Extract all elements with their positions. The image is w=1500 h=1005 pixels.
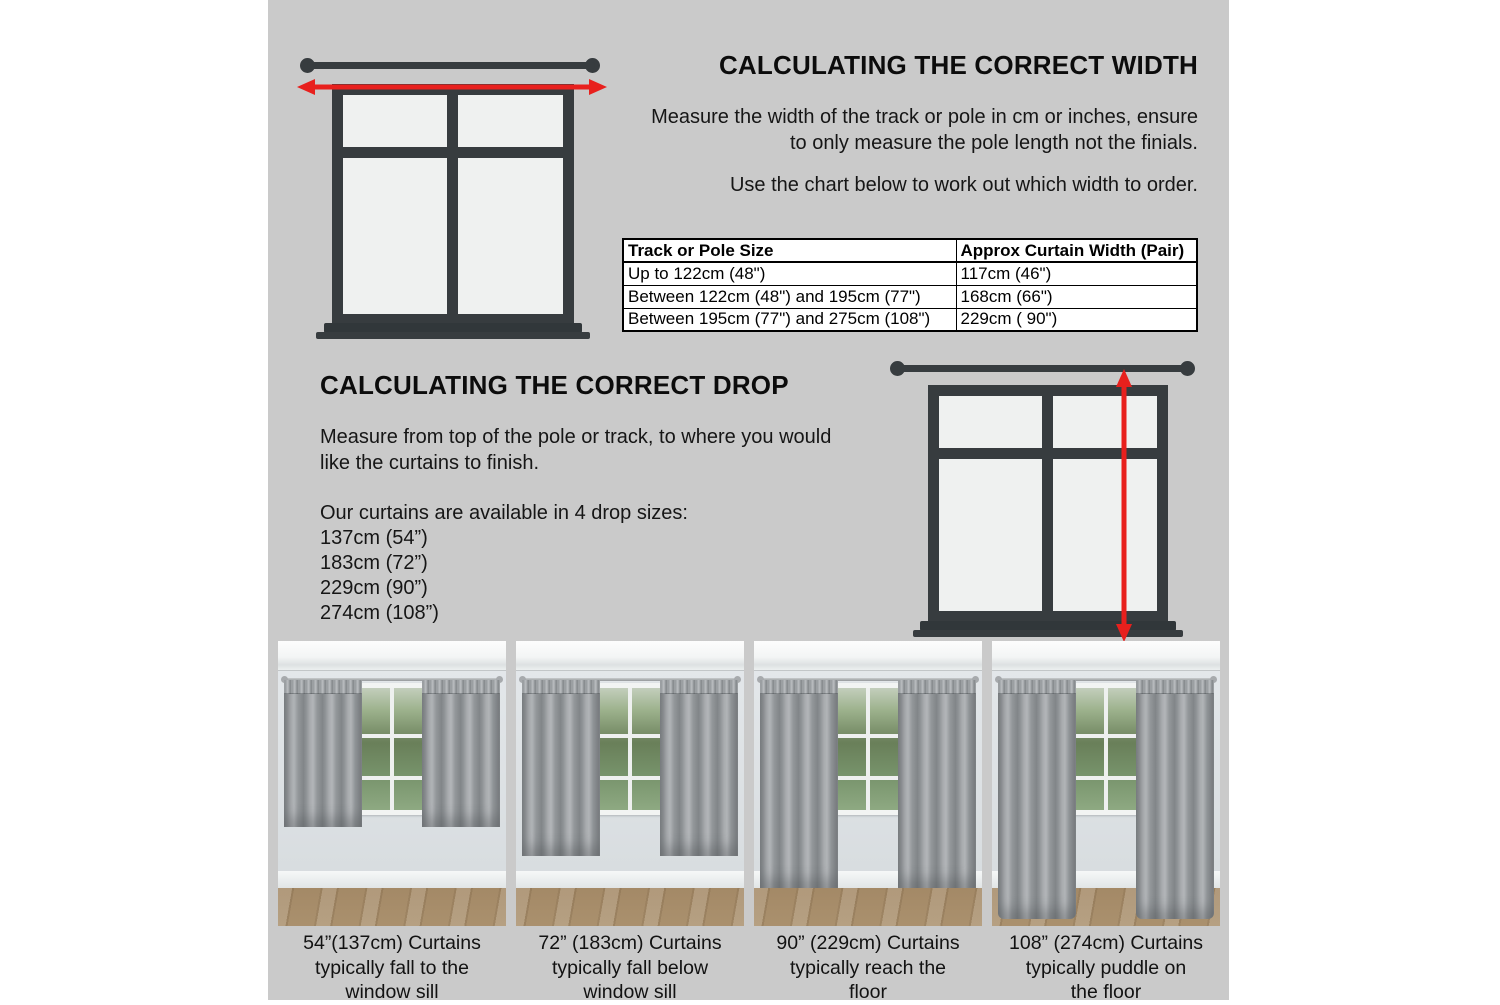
width-section: [620, 50, 1198, 198]
wood-floor: [754, 888, 982, 926]
caption-54-inch: [278, 931, 506, 1005]
caption-line: typically puddle on: [1025, 956, 1187, 979]
table-row: [623, 285, 1197, 308]
curtain-width-cell: 117cm (46"): [956, 262, 1197, 285]
window-pane: [1053, 459, 1157, 611]
ceiling-cornice: [992, 641, 1220, 671]
pole-size-cell: Between 122cm (48") and 195cm (77"): [623, 285, 956, 308]
drop-section: [320, 370, 900, 626]
pole-size-cell: Up to 122cm (48"): [623, 262, 956, 285]
chart-hint: Use the chart below to work out which width to order.: [729, 174, 1198, 196]
window-pane: [458, 158, 563, 314]
photo-curtains-72-inch: [516, 641, 744, 926]
drop-measure-arrow-icon: [1114, 369, 1134, 642]
caption-line: the floor: [1070, 981, 1142, 1003]
skirting-board: [516, 871, 744, 888]
caption-line: 90” (229cm) Curtains: [776, 932, 960, 954]
drop-size-option: 183cm (72”): [320, 552, 428, 574]
curtain-width-cell: 168cm (66"): [956, 285, 1197, 308]
caption-108-inch: [992, 931, 1220, 1005]
caption-72-inch: [516, 931, 744, 1005]
drop-size-option: 274cm (108”): [320, 602, 439, 624]
window-pane: [939, 396, 1042, 448]
ceiling-cornice: [278, 641, 506, 671]
curtain-right-panel: [422, 680, 500, 827]
wood-floor: [278, 888, 506, 926]
curtain-pole-illustration-width: [307, 62, 595, 69]
curtain-right-panel: [660, 680, 738, 856]
curtain-width-cell: 229cm ( 90"): [956, 308, 1197, 331]
infographic-canvas: [268, 0, 1229, 1003]
pole-size-cell: Between 195cm (77") and 275cm (108"): [623, 308, 956, 331]
caption-90-inch: [754, 931, 982, 1005]
window-pane: [458, 95, 563, 147]
size-table: [622, 238, 1198, 332]
curtain-left-panel: [284, 680, 362, 827]
skirting-board: [278, 871, 506, 888]
curtain-left-panel: [998, 680, 1076, 919]
curtain-pole-illustration-drop: [897, 365, 1189, 372]
width-section-title: CALCULATING THE CORRECT WIDTH: [718, 50, 1198, 80]
caption-line: window sill: [583, 981, 677, 1003]
curtain-left-panel: [760, 680, 838, 888]
size-table-header-width: Approx Curtain Width (Pair): [956, 239, 1197, 262]
width-instruction-line: to only measure the pole length not the finials.: [789, 132, 1198, 154]
caption-line: typically fall to the: [315, 956, 469, 979]
glazing-bar: [628, 688, 632, 810]
glazing-bar: [390, 688, 394, 810]
window-illustration-width: [332, 84, 574, 325]
caption-line: 72” (183cm) Curtains: [538, 932, 722, 954]
glazing-bar: [1104, 688, 1108, 810]
ceiling-cornice: [516, 641, 744, 671]
table-row: [623, 308, 1197, 331]
size-table-header-row: [623, 239, 1197, 262]
caption-line: 54”(137cm) Curtains: [303, 932, 481, 954]
photo-curtains-90-inch: [754, 641, 982, 926]
drop-instruction-line: Measure from top of the pole or track, to where you would: [320, 426, 832, 448]
photo-curtains-54-inch: [278, 641, 506, 926]
caption-line: typically reach the: [789, 956, 947, 979]
window-pane: [343, 158, 447, 314]
curtain-left-panel: [522, 680, 600, 856]
drop-size-option: 229cm (90”): [320, 577, 428, 599]
caption-line: window sill: [345, 981, 439, 1003]
window-pane: [939, 459, 1042, 611]
photo-curtains-108-inch: [992, 641, 1220, 926]
width-measure-arrow-icon: [297, 77, 607, 97]
size-table-header-pole: Track or Pole Size: [623, 239, 956, 262]
caption-line: floor: [849, 981, 887, 1003]
window-pane: [1053, 396, 1157, 448]
wood-floor: [516, 888, 744, 926]
glazing-bar: [866, 688, 870, 810]
ceiling-cornice: [754, 641, 982, 671]
drop-size-option: 137cm (54”): [320, 527, 428, 549]
curtain-right-panel: [898, 680, 976, 888]
drop-section-title: CALCULATING THE CORRECT DROP: [320, 370, 789, 400]
drop-instruction-line: like the curtains to finish.: [320, 452, 539, 474]
table-row: [623, 262, 1197, 285]
drop-sizes-intro: Our curtains are available in 4 drop sizes:: [320, 502, 688, 524]
window-pane: [343, 95, 447, 147]
caption-line: 108” (274cm) Curtains: [1009, 932, 1203, 954]
window-sill-base: [913, 630, 1183, 637]
curtain-right-panel: [1136, 680, 1214, 919]
caption-line: typically fall below: [551, 956, 709, 979]
window-sill-base: [316, 332, 590, 339]
width-instruction-line: Measure the width of the track or pole in cm or inches, ensure: [651, 106, 1198, 128]
